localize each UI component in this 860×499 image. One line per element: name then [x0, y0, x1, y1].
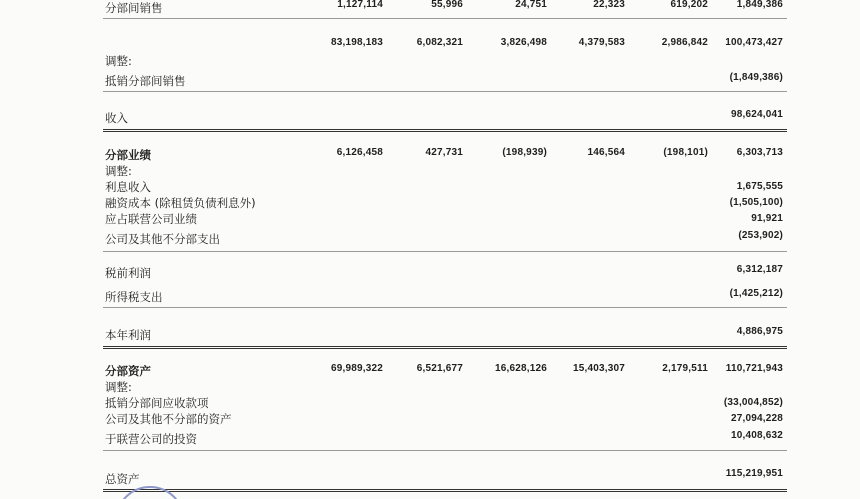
row-label: 分部业绩 — [105, 148, 151, 162]
cell: 6,126,458 — [336, 147, 383, 158]
cell: 146,564 — [587, 147, 625, 158]
divider — [103, 91, 787, 92]
cell: 2,986,842 — [661, 37, 708, 48]
cell: 91,921 — [751, 213, 783, 224]
cell: (1,505,100) — [729, 197, 783, 208]
row-label: 分部间销售 — [105, 1, 163, 15]
divider — [103, 251, 787, 252]
cell: 98,624,041 — [730, 109, 783, 120]
cell: 4,379,583 — [578, 37, 625, 48]
cell: 10,408,632 — [730, 430, 783, 441]
cell: 55,996 — [431, 0, 463, 10]
row-label: 调整: — [105, 164, 132, 178]
row-label: 调整: — [105, 380, 132, 394]
row-label: 公司及其他不分部支出 — [105, 232, 220, 246]
divider — [103, 18, 787, 19]
row-label: 抵销分部间销售 — [105, 74, 186, 88]
cell: 83,198,183 — [330, 37, 383, 48]
cell: 16,628,126 — [494, 363, 547, 374]
row-label: 税前利润 — [105, 266, 151, 280]
row-label: 应占联营公司业绩 — [105, 212, 197, 226]
cell: 6,312,187 — [736, 264, 783, 275]
cell: 115,219,951 — [725, 468, 783, 479]
cell: 100,473,427 — [725, 37, 783, 48]
row-label: 调整: — [105, 54, 132, 68]
divider — [103, 489, 787, 492]
row-label: 抵销分部间应收款项 — [105, 396, 209, 410]
row-label: 利息收入 — [105, 180, 151, 194]
cell: (198,939) — [502, 147, 547, 158]
cell: 3,826,498 — [500, 37, 547, 48]
divider — [103, 307, 787, 308]
cell: 619,202 — [670, 0, 708, 10]
cell: (253,902) — [738, 230, 783, 241]
cell: 24,751 — [515, 0, 547, 10]
cell: 22,323 — [593, 0, 625, 10]
divider — [103, 346, 787, 349]
cell: 27,094,228 — [730, 413, 783, 424]
cell: 6,082,321 — [416, 37, 463, 48]
cell: (1,849,386) — [729, 72, 783, 83]
row-label: 本年利润 — [105, 328, 151, 342]
row-label: 分部资产 — [105, 364, 151, 378]
row-label: 于联营公司的投资 — [105, 432, 197, 446]
cell: 1,675,555 — [736, 181, 783, 192]
divider — [103, 129, 787, 132]
cell: (198,101) — [663, 147, 708, 158]
cell: 1,127,114 — [337, 0, 383, 10]
cell: 2,179,511 — [662, 363, 708, 374]
divider — [103, 450, 787, 451]
cell: (1,425,212) — [729, 288, 783, 299]
row-label: 融资成本 (除租赁负债利息外) — [105, 196, 256, 210]
cell: (33,004,852) — [723, 397, 783, 408]
row-label: 公司及其他不分部的资产 — [105, 412, 232, 426]
cell: 6,521,677 — [416, 363, 463, 374]
cell: 110,721,943 — [725, 363, 783, 374]
row-label: 所得税支出 — [105, 290, 163, 304]
cell: 6,303,713 — [736, 147, 783, 158]
row-label: 收入 — [105, 111, 128, 125]
row-label: 总资产 — [105, 472, 140, 486]
cell: 1,849,386 — [736, 0, 783, 10]
cell: 4,886,975 — [736, 326, 783, 337]
cell: 427,731 — [425, 147, 463, 158]
cell: 15,403,307 — [572, 363, 625, 374]
cell: 69,989,322 — [330, 363, 383, 374]
company-seal-stamp — [115, 486, 185, 499]
